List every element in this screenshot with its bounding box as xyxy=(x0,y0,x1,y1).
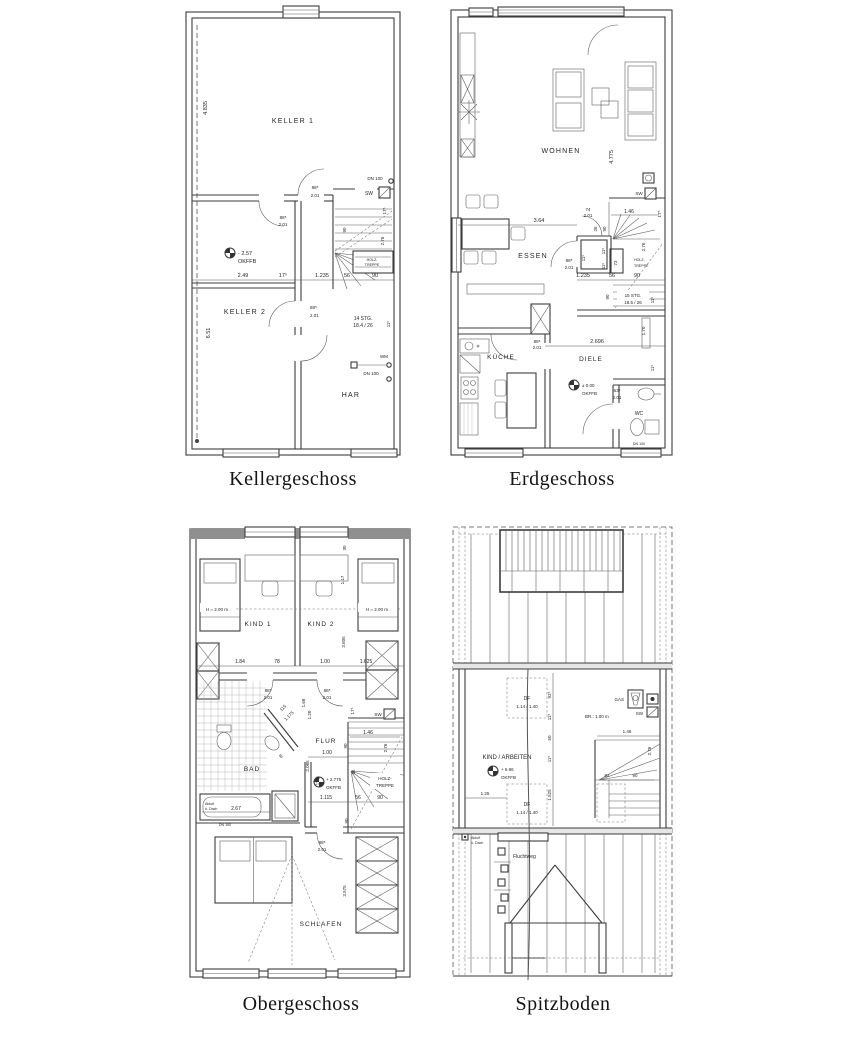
og-dim-1625: 1.625 xyxy=(359,659,373,665)
kg-dim-56: 56 xyxy=(343,273,351,279)
erdgeschoss-drawing xyxy=(449,3,675,461)
og-dim-30: 30 xyxy=(342,545,347,551)
obergeschoss-drawing xyxy=(188,523,414,988)
og-dim-3605: 3.605 xyxy=(341,636,346,648)
sb-level-marker xyxy=(488,766,498,776)
sb-dim-115a: 11⁵ xyxy=(547,713,552,721)
og-dim-96: 96 xyxy=(351,769,356,775)
caption-erdgeschoss: Erdgeschoss xyxy=(509,468,615,490)
plan-erdgeschoss xyxy=(449,3,675,461)
eg-furniture-wohnen xyxy=(458,25,656,157)
og-room-kind1: KIND 1 xyxy=(244,621,272,628)
eg-room-wc: WC xyxy=(634,411,644,417)
eg-stairs xyxy=(491,214,665,434)
kg-room-har: HAR xyxy=(341,392,361,399)
sb-dim-115b: 11⁵ xyxy=(547,755,552,763)
eg-level-marker xyxy=(569,380,579,390)
kg-level-value: - 2.57 xyxy=(238,251,253,257)
og-holz-1: HOLZ- xyxy=(378,776,392,781)
eg-dim-90: 90 xyxy=(633,273,641,279)
og-holz-2: TREPPE xyxy=(375,783,395,788)
sb-dim-90: 90 xyxy=(632,773,638,778)
eg-dim-115-r1: 11⁵ xyxy=(581,254,586,262)
og-door76-h: 2.0 xyxy=(315,782,321,786)
kg-dim-175: 17⁵ xyxy=(278,273,288,279)
og-stairs xyxy=(247,680,404,859)
kg-dim-4835: 4.835 xyxy=(203,101,209,115)
og-door3-w: 88⁵ xyxy=(318,840,326,845)
og-dim-276: 2.76 xyxy=(383,743,388,753)
sb-abluft-1: Abluft xyxy=(471,836,481,840)
kg-door1-h: 2.01 xyxy=(278,222,288,227)
og-sw-label: SW xyxy=(374,712,382,717)
caption-kellergeschoss: Kellergeschoss xyxy=(229,468,357,490)
eg-room-wohnen: WOHNEN xyxy=(541,148,581,155)
eg-dim-276-r: 2.76 xyxy=(641,242,646,252)
og-dim-120: 1.20 xyxy=(307,710,312,720)
og-dim-90: 90 xyxy=(377,795,383,801)
kg-level-marker xyxy=(225,248,235,258)
sb-boundary xyxy=(453,527,672,976)
eg-door635-h: 2.01 xyxy=(612,395,622,400)
sb-dim-1525: 1.525 xyxy=(547,789,552,801)
sb-dormer xyxy=(500,530,623,592)
eg-dim-2696: 2.696 xyxy=(590,339,604,345)
og-dim-267: 2.67 xyxy=(231,806,241,812)
eg-door635-w: 63⁵ xyxy=(613,388,621,393)
eg-windows xyxy=(452,7,661,457)
eg-holz-1: HOLZ- xyxy=(634,258,645,262)
sb-floor-bands xyxy=(453,663,672,976)
kg-holz-2: TREPPE xyxy=(364,263,380,267)
eg-door74-w: 74 xyxy=(585,207,591,212)
eg-dim-115-r5: 11⁵ xyxy=(650,364,655,372)
og-room-flur: FLUR xyxy=(315,738,337,745)
og-dim-1115: 1.115 xyxy=(319,795,333,801)
sb-level-okffb: OKFFB xyxy=(501,775,517,780)
og-door2-w: 88⁵ xyxy=(323,688,331,693)
eg-door-kueche-h: 2.01 xyxy=(532,345,542,350)
eg-labels xyxy=(487,148,662,446)
kg-level-okffb: OKFFB xyxy=(238,259,257,265)
sb-fluchtweg: Fluchtweg xyxy=(513,854,536,860)
eg-dim-175-r: 17⁵ xyxy=(657,210,662,218)
spitzboden-drawing xyxy=(449,518,677,988)
kg-dim-175-r: 17⁵ xyxy=(382,207,387,215)
sb-dim-82: 82 xyxy=(604,773,610,778)
kg-dim-1235: 1.235 xyxy=(315,273,329,279)
kg-labels xyxy=(203,101,391,399)
og-room-bad: BAD xyxy=(243,766,261,773)
og-walls xyxy=(190,529,410,977)
eg-dim-90-r1: 90 xyxy=(602,226,607,232)
eg-dim-56: 56 xyxy=(608,273,616,279)
kg-walls xyxy=(186,12,400,455)
eg-room-diele: DIELE xyxy=(579,356,603,363)
caption-spitzboden: Spitzboden xyxy=(515,993,611,1015)
eg-dim-90-r2: 90 xyxy=(605,294,610,300)
og-door2-h: 2.01 xyxy=(322,695,332,700)
og-abluft-1: Abluft xyxy=(205,802,215,806)
sb-dim-146: 1.46 xyxy=(622,729,632,734)
eg-dn100: DN 100 xyxy=(632,442,646,446)
eg-door885-h: 2.01 xyxy=(564,265,574,270)
plan-kellergeschoss xyxy=(183,5,403,460)
og-furniture-kind xyxy=(197,555,398,699)
og-dim-117: 1.17 xyxy=(340,575,345,585)
eg-dim-115-r3: 11⁵ xyxy=(601,262,606,270)
eg-level-okffb: OKFFB xyxy=(582,391,598,396)
eg-room-essen: ESSEN xyxy=(518,253,548,260)
og-door1-h: 2.01 xyxy=(263,695,273,700)
eg-room-kueche: KÜCHE xyxy=(487,354,515,361)
sb-room-label: KIND / ARBEITEN xyxy=(482,755,532,761)
sb-dim-276: 2.76 xyxy=(647,746,652,756)
kg-door2-w: 88⁵ xyxy=(311,185,319,190)
og-abluft-2: ü. Dach xyxy=(205,807,218,811)
sb-dim-925: 92⁵ xyxy=(547,691,552,699)
eg-dim-115-r4: 11⁵ xyxy=(650,296,655,304)
eg-stairs-count: 15 STG. xyxy=(624,293,642,298)
og-room-schlafen: SCHLAFEN xyxy=(299,921,343,928)
og-dim-2085: 2.085 xyxy=(305,760,310,772)
sb-dim-50: 50 xyxy=(547,735,552,741)
eg-holz-2: TREPPE xyxy=(634,264,649,268)
kg-door2-h: 2.01 xyxy=(310,193,320,198)
eg-dim-26-r: 26 xyxy=(593,226,598,232)
caption-obergeschoss: Obergeschoss xyxy=(242,993,360,1015)
og-level-value: + 2.775 xyxy=(326,777,342,782)
og-door76-w: 76 xyxy=(316,776,320,780)
eg-furniture-essen xyxy=(462,195,550,334)
kg-door1-w: 88⁵ xyxy=(279,215,287,220)
og-door1-w: 88⁵ xyxy=(264,688,272,693)
og-dim-78: 78 xyxy=(274,659,280,665)
og-schlafen xyxy=(215,837,398,965)
kg-sw-label: SW xyxy=(364,191,374,197)
sb-df2-size: 1.14 / 1.40 xyxy=(516,810,538,815)
sb-level-value: + 5.96 xyxy=(501,767,514,772)
og-door3-h: 2.01 xyxy=(317,847,327,852)
sb-df2-label: DF xyxy=(523,802,531,808)
eg-sw-label: SW xyxy=(635,191,643,196)
og-dim-100a: 1.00 xyxy=(320,659,330,665)
og-dim-80: 80 xyxy=(277,753,284,760)
kg-holz-1: HOLZ- xyxy=(366,258,378,262)
og-bad xyxy=(197,681,298,821)
sb-df1-size: 1.14 / 1.40 xyxy=(516,704,538,709)
sb-gas-symbols xyxy=(628,690,658,717)
sb-bottom xyxy=(462,669,660,980)
eg-dim-170-r: 1.70 xyxy=(641,326,646,336)
kg-dim-276-r: 2.76 xyxy=(380,236,385,246)
kg-dim-115-r: 11⁵ xyxy=(386,320,391,328)
eg-dim-115-r2: 11⁵ xyxy=(601,247,606,255)
kg-stairs-count: 14 STG. xyxy=(353,316,373,322)
og-dim-115: 115 xyxy=(278,703,288,713)
sb-gas-label: GAS xyxy=(614,697,624,702)
eg-dim-146: 1.46 xyxy=(624,209,634,215)
eg-door74-h: 2.01 xyxy=(583,213,593,218)
og-dim-146: 1.46 xyxy=(363,730,373,736)
sb-br-label: BR.: 1.00 m xyxy=(585,714,609,719)
eg-stairs-ratio: 18.5 / 26 xyxy=(624,300,642,305)
og-dim-3575: 3.575 xyxy=(342,885,347,897)
kg-dim-651: 6.51 xyxy=(206,327,212,339)
kg-dn100-top: DN 100 xyxy=(367,176,383,181)
kg-dim-90-r: 90 xyxy=(342,227,347,233)
og-dim-184: 1.84 xyxy=(235,659,245,665)
eg-dim-364: 3.64 xyxy=(533,218,545,224)
og-dim-175: 17⁵ xyxy=(350,707,355,715)
kg-door3-h: 2.01 xyxy=(310,313,319,318)
og-dim-90-r2: 90 xyxy=(344,818,349,824)
eg-walls xyxy=(451,10,672,455)
og-dn100: DN 100 xyxy=(218,823,232,827)
sb-sw-label: SW xyxy=(635,711,643,716)
kg-room-keller1: KELLER 1 xyxy=(271,118,315,125)
eg-door885-w: 88⁵ xyxy=(565,258,573,263)
sb-dim-125: 1.25 xyxy=(480,791,490,796)
plan-spitzboden xyxy=(449,518,677,988)
kg-dim-249: 2.49 xyxy=(237,273,249,279)
kellergeschoss-drawing xyxy=(183,5,403,460)
og-level-okffb: OKFFB xyxy=(326,785,342,790)
eg-door-kueche-w: 88⁵ xyxy=(533,339,541,344)
eg-dim-1235: 1.235 xyxy=(576,273,590,279)
eg-dim-73-r: 73 xyxy=(613,260,618,266)
kg-dn100-har: DN 100 xyxy=(363,371,379,376)
og-sw-symbol xyxy=(384,709,395,719)
og-dim-1175: 1.175 xyxy=(283,710,295,722)
og-h200-right: H = 2.00 m xyxy=(365,607,389,612)
eg-sw-symbols xyxy=(643,173,656,199)
og-h200-left: H = 2.00 m xyxy=(205,607,229,612)
sb-abluft-2: ü. Dach xyxy=(471,841,484,845)
plan-obergeschoss xyxy=(188,523,414,988)
sb-df1-label: DF xyxy=(523,696,531,702)
og-dim-56: 56 xyxy=(355,795,361,801)
eg-level-value: ± 0.00 xyxy=(582,383,595,388)
kg-door3-w: 88⁵ xyxy=(310,305,317,310)
eg-dim-4775: 4.775 xyxy=(609,150,615,164)
kg-stairs-ratio: 18.4 / 26 xyxy=(353,323,373,329)
og-dim-100b: 1.00 xyxy=(322,750,332,756)
kg-windows xyxy=(223,6,397,457)
kg-room-keller2: KELLER 2 xyxy=(223,309,267,316)
og-room-kind2: KIND 2 xyxy=(307,621,335,628)
kg-dim-90: 90 xyxy=(371,273,379,279)
og-dim-90-r1: 90 xyxy=(343,743,348,749)
kg-wm-label: WM xyxy=(380,354,388,359)
og-dim-168: 1.68 xyxy=(301,698,306,708)
